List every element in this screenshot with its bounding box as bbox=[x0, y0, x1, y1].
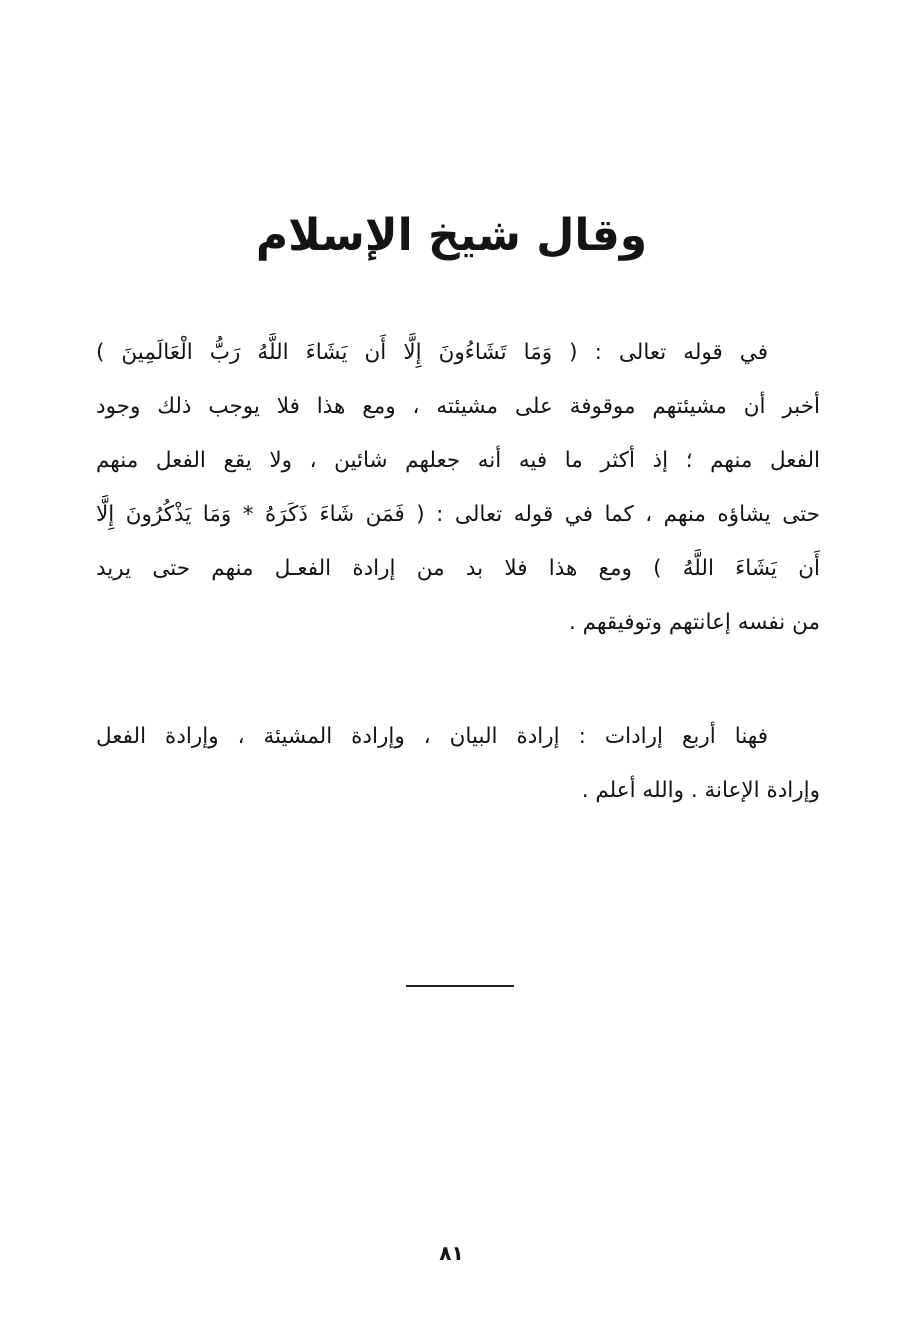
paragraph-four-wills bbox=[96, 710, 820, 818]
text-line: في قوله تعالى : ( وَمَا تَشَاءُونَ إِلَّا أَن يَشَاءَ اللَّهُ رَبُّ الْعَالَمِينَ ) bbox=[96, 340, 768, 365]
text-line: من نفسه إعانتهم وتوفيقهم . bbox=[569, 610, 820, 635]
text-line: أَن يَشَاءَ اللَّهُ ) ومع هذا فلا بد من إرادة الفعـل منهم حتى يريد bbox=[96, 556, 820, 581]
text-line: حتى يشاؤه منهم ، كما في قوله تعالى : ( فَمَن شَاءَ ذَكَرَهُ * وَمَا يَذْكُرُونَ إِلَّا bbox=[96, 502, 820, 527]
paragraph-verse-commentary bbox=[96, 326, 820, 650]
section-divider bbox=[406, 985, 514, 987]
text-line: وإرادة الإعانة . والله أعلم . bbox=[581, 778, 820, 803]
text-line: الفعل منهم ؛ إذ أكثر ما فيه أنه جعلهم شائين ، ولا يقع الفعل منهم bbox=[96, 448, 820, 473]
section-heading: وقال شيخ الإسلام bbox=[255, 210, 648, 261]
text-line: فهنا أربع إرادات : إرادة البيان ، وإرادة المشيئة ، وإرادة الفعل bbox=[96, 724, 768, 749]
text-line: أخبر أن مشيئتهم موقوفة على مشيئته ، ومع هذا فلا يوجب ذلك وجود bbox=[96, 394, 820, 419]
page-number: ٨١ bbox=[439, 1241, 464, 1265]
